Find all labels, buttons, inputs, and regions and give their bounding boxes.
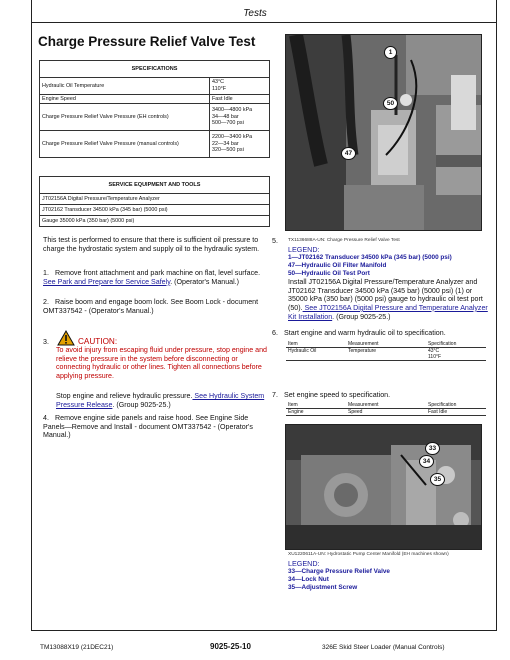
page-frame-right <box>496 0 497 630</box>
spec-param: Hydraulic Oil Temperature <box>40 78 210 95</box>
transducer-installation-photo <box>285 34 482 231</box>
spec-value: Fast Idle <box>210 95 270 104</box>
step-2: 2. Raise boom and engage boom lock. See Boom Lock - document OMT337542 - (Operator's Manual.) <box>43 298 259 315</box>
spec-param: Charge Pressure Relief Valve Pressure (EH controls) <box>40 104 210 131</box>
step-4: 4. Remove engine side panels and raise hood. See Engine Side Panels—Remove and Install - document OMT337542 - (Operator's Manual.) <box>43 414 253 440</box>
step-5-number: 5. <box>272 237 278 245</box>
spec-param: Engine Speed <box>40 95 210 104</box>
spec-value: 2200—3400 kPa 22—34 bar 320—500 psi <box>210 131 270 158</box>
pressure-release-link[interactable]: See Hydraulic System Pressure Release <box>56 392 265 409</box>
equipment-item: JT02156A Digital Pressure/Temperature Analyzer <box>40 194 270 205</box>
equipment-item: JT02162 Transducer 34500 kPa (345 bar) (5000 psi) <box>40 205 270 216</box>
section-header: Tests <box>243 8 267 19</box>
figure2-legend: LEGEND: 33—Charge Pressure Relief Valve 34—Lock Nut 35—Adjustment Screw <box>288 559 488 592</box>
caution-text: To avoid injury from escaping fluid under pressure, stop engine and relieve the pressure in the system before disconnecting or connecting hydraulic or other lines. Tighten all connections before applying pressure. <box>56 346 267 380</box>
legend-item: 47—Hydraulic Oil Filter Manifold <box>288 262 387 269</box>
legend-item: 50—Hydraulic Oil Test Port <box>288 270 370 277</box>
legend-item: 33—Charge Pressure Relief Valve <box>288 568 390 575</box>
legend-item: 34—Lock Nut <box>288 576 329 583</box>
figure1-caption: TX1136688A-UN: Charge Pressure Relief Valve Test <box>288 238 400 243</box>
legend-item: 1—JT02162 Transducer 34500 kPa (345 bar) (5000 psi) <box>288 254 452 261</box>
header-rule <box>31 22 497 23</box>
callout-50: 50 <box>383 97 398 110</box>
equipment-item: Gauge 35000 kPa (350 bar) (5000 psi) <box>40 216 270 227</box>
page-title: Charge Pressure Relief Valve Test <box>38 34 256 49</box>
footer-page-number: 9025-25-10 <box>210 642 251 651</box>
spec-value: 3400—4800 kPa 34—48 bar 500—700 psi <box>210 104 270 131</box>
step-5: Install JT02156A Digital Pressure/Temperature Analyzer and JT02162 Transducer 34500 kPa (345 bar) (5000 psi) (1) or 35000 kPa (350 bar) (5000 psi) gauge to hydraulic oil test port (50). See JT02156A Digital Pressure and Temperature Analyzer Kit Installation. (Group 9025-25.) <box>288 278 488 321</box>
step-6: 6. Start engine and warm hydraulic oil to specification. <box>272 329 446 337</box>
step-3: Stop engine and relieve hydraulic pressure. See Hydraulic System Pressure Release. (Group 9025-25.) <box>56 392 265 409</box>
caution-label: CAUTION: <box>78 337 118 346</box>
oil-temp-spec-table: Item Measurement Specification Hydraulic Oil Temperature 43°C 110°F <box>286 341 486 361</box>
footer-rule <box>31 630 497 631</box>
footer-doc-id: TM13088X19 (21DEC21) <box>40 644 114 651</box>
figure2-caption: XU1220611A-UN: Hydrostatic Pump Center Manifold (EH machines shown) <box>288 552 449 557</box>
spec-value: 43°C 110°F <box>210 78 270 95</box>
caution-warning-icon <box>57 330 75 346</box>
step-1: 1. Remove front attachment and park machine on flat, level surface. See Park and Prepare for Service Safely. (Operator's Manual.) <box>43 269 261 286</box>
intro-paragraph: This test is performed to ensure that there is sufficient oil pressure to charge the hydrostatic system and supply oil to the hydraulic system. <box>43 236 260 253</box>
step-3-number: 3. <box>43 338 49 346</box>
legend-item: 35—Adjustment Screw <box>288 584 358 591</box>
specifications-table <box>39 60 270 158</box>
page-frame-left <box>31 0 32 630</box>
callout-35: 35 <box>430 473 445 486</box>
footer-machine-name: 326E Skid Steer Loader (Manual Controls) <box>322 644 445 651</box>
callout-34: 34 <box>419 455 434 468</box>
pump-manifold-photo <box>285 424 482 550</box>
engine-compartment-illustration <box>286 35 482 231</box>
callout-33: 33 <box>425 442 440 455</box>
pump-manifold-illustration <box>286 425 482 550</box>
callout-47: 47 <box>341 147 356 160</box>
equipment-table <box>39 176 270 227</box>
engine-speed-spec-table: Item Measurement Specification Engine Speed Fast Idle <box>286 402 486 416</box>
specifications-heading: SPECIFICATIONS <box>40 61 270 78</box>
analyzer-kit-link[interactable]: See JT02156A Digital Pressure and Temperature Analyzer Kit Installation <box>288 303 488 321</box>
figure1-legend: LEGEND: 1—JT02162 Transducer 34500 kPa (345 bar) (5000 psi) 47—Hydraulic Oil Filter Manifold 50—Hydraulic Oil Test Port <box>288 245 488 278</box>
spec-param: Charge Pressure Relief Valve Pressure (manual controls) <box>40 131 210 158</box>
callout-1: 1 <box>384 46 397 59</box>
park-safely-link[interactable]: See Park and Prepare for Service Safely <box>43 277 171 286</box>
step-7: 7. Set engine speed to specification. <box>272 391 391 399</box>
equipment-heading: SERVICE EQUIPMENT AND TOOLS <box>40 177 270 194</box>
